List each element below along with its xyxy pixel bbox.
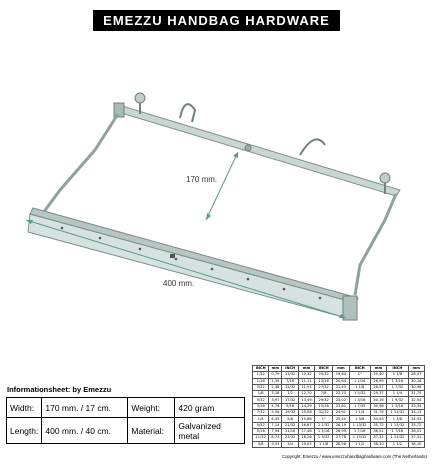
conversion-cell: 4,76 — [269, 403, 282, 409]
conversion-cell: 15/32 — [282, 384, 298, 390]
conversion-cell: 19,84 — [333, 372, 349, 378]
conversion-cell: 6,35 — [269, 416, 282, 422]
conversion-cell: 5/32 — [253, 397, 269, 403]
conversion-row — [253, 391, 425, 397]
conversion-cell: 1/8 — [253, 391, 269, 397]
conversion-header-cell: INCH — [387, 366, 408, 372]
purse-frame-illustration — [0, 40, 433, 370]
conversion-cell: 31/32 — [315, 410, 333, 416]
conversion-cell: 1 3/32 — [315, 435, 333, 441]
conversion-cell: 27,78 — [333, 435, 349, 441]
conversion-cell: 15,08 — [298, 410, 314, 416]
conversion-cell: 30,16 — [408, 378, 424, 384]
conversion-header-cell: mm — [370, 366, 386, 372]
conversion-row — [253, 403, 425, 409]
conversion-cell: 37,31 — [408, 435, 424, 441]
conversion-cell: 13,49 — [298, 397, 314, 403]
conversion-header-cell: mm — [269, 366, 282, 372]
inch-mm-conversion-table — [252, 365, 425, 448]
conversion-row — [253, 372, 425, 378]
conversion-cell: 21/32 — [282, 422, 298, 428]
length-label: Length: — [7, 418, 42, 444]
conversion-cell: 1 1/8 — [387, 372, 408, 378]
conversion-cell: 26,99 — [333, 428, 349, 434]
conversion-cell: 15,88 — [298, 416, 314, 422]
conversion-cell: 5,56 — [269, 410, 282, 416]
frame-right-cap — [343, 296, 357, 320]
conversion-cell: 5/8 — [282, 416, 298, 422]
conversion-cell: 7/32 — [253, 410, 269, 416]
conversion-cell: 1 7/16 — [349, 428, 370, 434]
conversion-cell: 29,37 — [370, 391, 386, 397]
conversion-cell: 25/32 — [315, 372, 333, 378]
conversion-cell: 1 1/2 — [387, 441, 408, 447]
conversion-cell: 1/32 — [253, 372, 269, 378]
conversion-header-cell: mm — [333, 366, 349, 372]
frame-back-bar — [118, 106, 400, 196]
page-header: EMEZZU HANDBAG HARDWARE — [93, 10, 340, 31]
conversion-cell: 30,96 — [370, 403, 386, 409]
conversion-cell: 15/16 — [315, 403, 333, 409]
conversion-cell: 13/32 — [282, 372, 298, 378]
info-row-length — [7, 418, 245, 444]
dimension-arrow-400 — [26, 220, 346, 318]
conversion-cell: 11/32 — [253, 435, 269, 441]
conversion-cell: 10,32 — [298, 372, 314, 378]
conversion-cell: 26,99 — [370, 378, 386, 384]
conversion-cell: 1 15/32 — [349, 435, 370, 441]
conversion-header-cell: mm — [298, 366, 314, 372]
conversion-cell: 1 3/16 — [349, 397, 370, 403]
conversion-cell: 1/16 — [253, 378, 269, 384]
frame-left-side — [38, 114, 118, 220]
conversion-cell: 1 13/32 — [387, 422, 408, 428]
conversion-cell: 23/32 — [282, 435, 298, 441]
conversion-cell: 25,40 — [333, 416, 349, 422]
loop-left — [180, 104, 195, 122]
conversion-row — [253, 435, 425, 441]
conversion-cell: 35,72 — [370, 422, 386, 428]
conversion-cell: 19/32 — [282, 410, 298, 416]
conversion-cell: 32,54 — [408, 397, 424, 403]
conversion-row — [253, 428, 425, 434]
conversion-cell: 14,29 — [298, 403, 314, 409]
knob-left — [135, 93, 145, 103]
conversion-cell: 22,23 — [333, 391, 349, 397]
conversion-cell: 13/16 — [315, 378, 333, 384]
depth-dimension-label: 170 mm. — [186, 175, 218, 184]
conversion-cell: 11/16 — [282, 428, 298, 434]
conversion-cell: 26,19 — [333, 422, 349, 428]
conversion-cell: 33,34 — [408, 403, 424, 409]
conversion-cell: 11,91 — [298, 384, 314, 390]
conversion-cell: 5/16 — [253, 428, 269, 434]
conversion-row — [253, 416, 425, 422]
conversion-cell: 37,31 — [370, 435, 386, 441]
conversion-cell: 1 11/32 — [387, 410, 408, 416]
conversion-cell: 28,57 — [408, 372, 424, 378]
weight-label: Weight: — [128, 398, 175, 418]
conversion-cell: 27/32 — [315, 384, 333, 390]
copyright-text: Copyright: Emezzu / www.emezzuhandbaghardware.com (The Netherlands) — [282, 454, 427, 459]
width-label: Width: — [7, 398, 42, 418]
conversion-cell: 1 1/16 — [315, 428, 333, 434]
conversion-cell: 36,51 — [370, 428, 386, 434]
conversion-cell: 1 7/16 — [387, 428, 408, 434]
conversion-cell: 30,16 — [370, 397, 386, 403]
conversion-cell: 1/4 — [253, 416, 269, 422]
conversion-cell: 1 3/8 — [349, 416, 370, 422]
frame-front-bar — [28, 214, 356, 320]
conversion-cell: 28,57 — [370, 384, 386, 390]
knob-right — [380, 173, 390, 183]
conversion-cell: 1,59 — [269, 378, 282, 384]
conversion-cell: 7,14 — [269, 422, 282, 428]
conversion-cell: 29/32 — [315, 397, 333, 403]
conversion-cell: 1" — [349, 372, 370, 378]
conversion-cell: 3,97 — [269, 397, 282, 403]
conversion-cell: 17/32 — [282, 397, 298, 403]
conversion-cell: 30,96 — [408, 384, 424, 390]
conversion-cell: 38,10 — [408, 441, 424, 447]
conversion-cell: 18,26 — [298, 435, 314, 441]
conversion-cell: 23,02 — [333, 397, 349, 403]
conversion-cell: 3,18 — [269, 391, 282, 397]
conversion-cell: 16,67 — [298, 422, 314, 428]
conversion-cell: 1 9/32 — [387, 397, 408, 403]
conversion-cell: 1 1/4 — [387, 391, 408, 397]
conversion-row — [253, 441, 425, 447]
info-row-width — [7, 398, 245, 418]
conversion-header-cell: INCH — [349, 366, 370, 372]
conversion-cell: 8,73 — [269, 435, 282, 441]
conversion-cell: 1 1/32 — [315, 422, 333, 428]
conversion-cell: 1 5/32 — [349, 391, 370, 397]
info-table — [6, 397, 245, 444]
conversion-cell: 1 1/4 — [349, 410, 370, 416]
length-value: 400 mm. / 40 cm. — [42, 418, 128, 444]
conversion-cell: 9/32 — [253, 422, 269, 428]
conversion-cell: 38,10 — [370, 441, 386, 447]
conversion-cell: 34,93 — [370, 416, 386, 422]
conversion-cell: 31,75 — [408, 391, 424, 397]
conversion-cell: 0,79 — [269, 372, 282, 378]
conversion-cell: 1 1/16 — [349, 378, 370, 384]
conversion-cell: 20,64 — [333, 378, 349, 384]
conversion-row — [253, 410, 425, 416]
width-value: 170 mm. / 17 cm. — [42, 398, 128, 418]
conversion-cell: 3/4 — [282, 441, 298, 447]
conversion-cell: 3/8 — [253, 441, 269, 447]
conversion-cell: 1 5/16 — [387, 403, 408, 409]
material-label: Material: — [128, 418, 175, 444]
conversion-cell: 2,38 — [269, 384, 282, 390]
loop-right — [300, 139, 325, 155]
conversion-cell: 1 1/2 — [349, 441, 370, 447]
conversion-header-cell: mm — [408, 366, 424, 372]
frame-right-side — [355, 194, 396, 295]
conversion-cell: 23,81 — [333, 403, 349, 409]
conversion-header-cell: INCH — [315, 366, 333, 372]
conversion-cell: 34,13 — [408, 410, 424, 416]
conversion-cell: 1 7/32 — [387, 384, 408, 390]
conversion-cell: 9,53 — [269, 441, 282, 447]
conversion-cell: 1 1/8 — [349, 384, 370, 390]
conversion-row — [253, 397, 425, 403]
conversion-cell: 1/2 — [282, 391, 298, 397]
conversion-cell: 1 3/16 — [387, 378, 408, 384]
conversion-cell: 28,58 — [333, 441, 349, 447]
conversion-cell: 36,51 — [408, 428, 424, 434]
dimension-arrow-170 — [206, 152, 238, 220]
conversion-cell: 24,61 — [333, 410, 349, 416]
conversion-cell: 35,72 — [408, 422, 424, 428]
material-value: Galvanized metal — [175, 418, 245, 444]
width-dimension-label: 400 mm. — [163, 279, 195, 288]
conversion-cell: 11,11 — [298, 378, 314, 384]
conversion-row — [253, 384, 425, 390]
conversion-cell: 7/16 — [282, 378, 298, 384]
conversion-cell: 19,05 — [298, 441, 314, 447]
conversion-row — [253, 422, 425, 428]
conversion-cell: 9/16 — [282, 403, 298, 409]
conversion-cell: 21,43 — [333, 384, 349, 390]
conversion-cell: 17,46 — [298, 428, 314, 434]
conversion-cell: 25,40 — [370, 372, 386, 378]
conversion-cell: 1 15/32 — [387, 435, 408, 441]
conversion-cell: 1 3/8 — [387, 416, 408, 422]
weight-value: 420 gram — [175, 398, 245, 418]
conversion-cell: 1 13/32 — [349, 422, 370, 428]
conversion-cell: 1 1/8 — [315, 441, 333, 447]
conversion-cell: 3/32 — [253, 384, 269, 390]
conversion-cell: 3/16 — [253, 403, 269, 409]
conversion-cell: 1 7/32 — [349, 403, 370, 409]
conversion-cell: 7/8 — [315, 391, 333, 397]
conversion-cell: 31,75 — [370, 410, 386, 416]
info-sheet-title: Informationsheet: by Emezzu — [7, 385, 112, 394]
conversion-cell: 7,94 — [269, 428, 282, 434]
conversion-header-cell: INCH — [253, 366, 269, 372]
conversion-cell: 12,70 — [298, 391, 314, 397]
conversion-cell: 1" — [315, 416, 333, 422]
conversion-header-cell: INCH — [282, 366, 298, 372]
conversion-cell: 34,93 — [408, 416, 424, 422]
conversion-row — [253, 378, 425, 384]
